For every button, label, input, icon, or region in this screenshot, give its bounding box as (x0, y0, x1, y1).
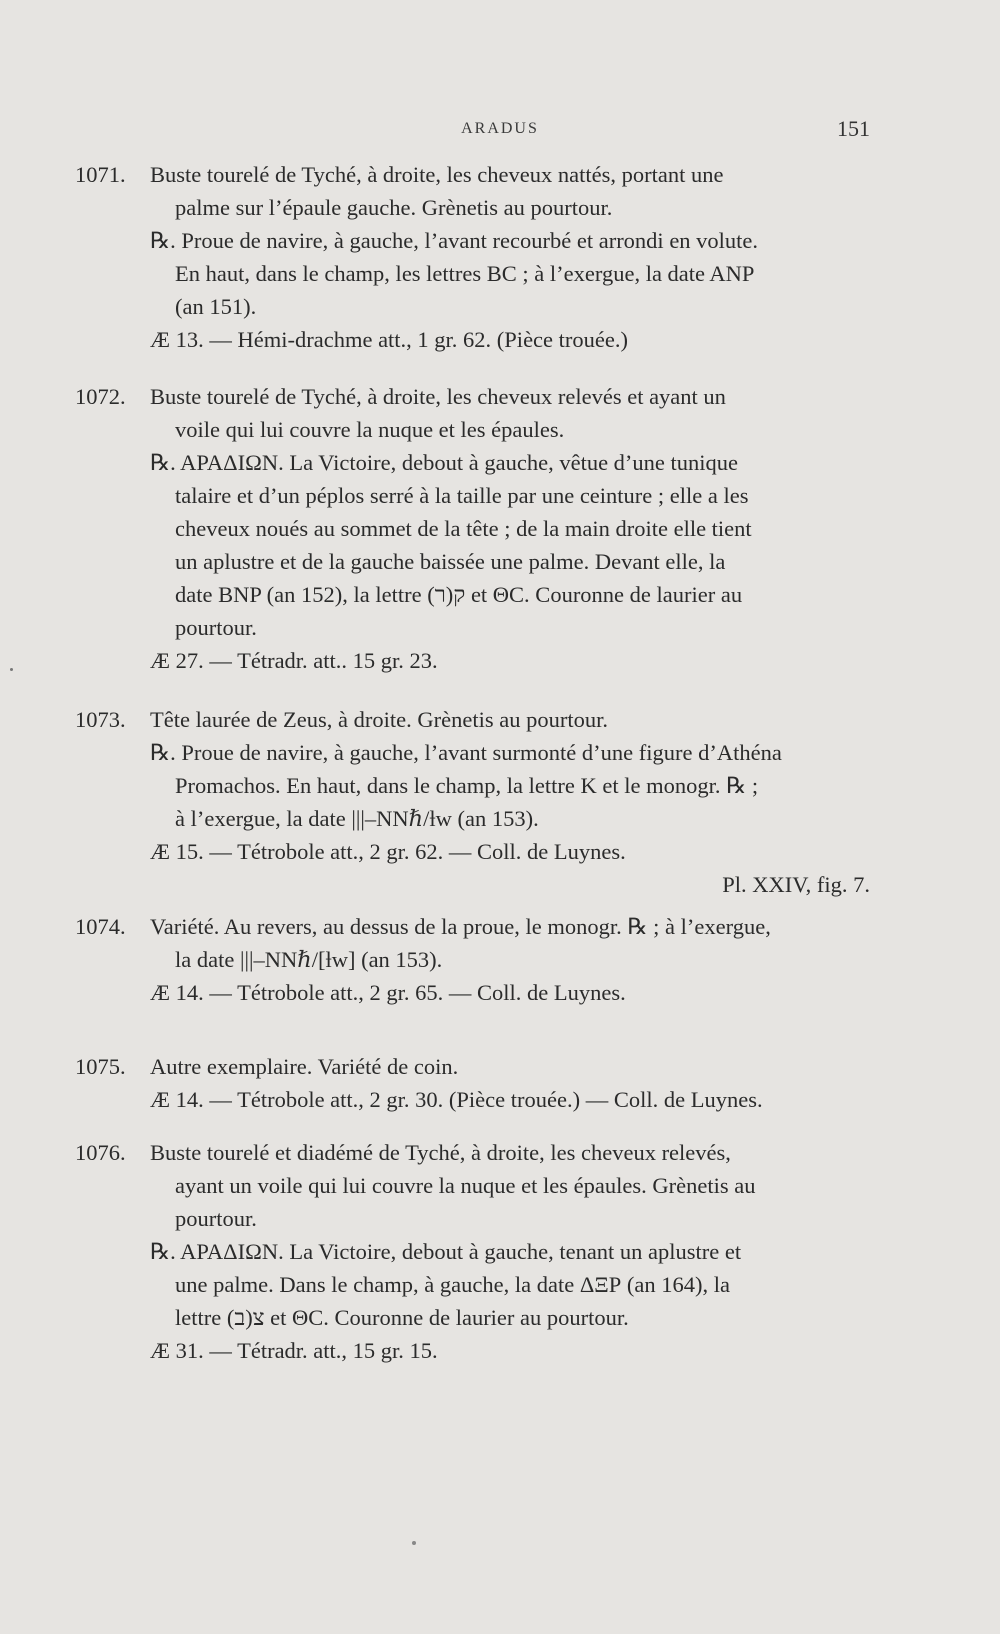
catalogue-entry (75, 1050, 870, 1116)
entry-line: Variété. Au revers, au dessus de la proue, le monogr. ℞ ; à l’exergue, (150, 914, 771, 939)
entry-line: Æ 14. — Tétrobole att., 2 gr. 30. (Pièce trouée.) — Coll. de Luynes. (150, 1087, 763, 1112)
entry-number: 1071. (75, 162, 126, 187)
entry-line: ℞. ΑΡΑΔΙΩΝ. La Victoire, debout à gauche, vêtue d’une tunique (150, 450, 739, 475)
entry-line: Æ 15. — Tétrobole att., 2 gr. 62. — Coll. de Luynes. (150, 839, 626, 864)
page-number: 151 (837, 116, 870, 141)
entry-line: ayant un voile qui lui couvre la nuque et les épaules. Grènetis au (175, 1173, 756, 1198)
running-head: ARADUS (461, 120, 539, 137)
entry-number: 1074. (75, 914, 126, 939)
entry-line: Promachos. En haut, dans le champ, la lettre K et le monogr. ℞ ; (175, 773, 759, 798)
entry-line: pourtour. (175, 615, 257, 640)
entry-line: la date |||–NNℏ/[ƚw] (an 153). (175, 947, 443, 972)
entry-line: Æ 27. — Tétradr. att.. 15 gr. 23. (150, 648, 438, 673)
entry-line: Buste tourelé de Tyché, à droite, les cheveux relevés et ayant un (150, 384, 726, 409)
entry-line: un aplustre et de la gauche baissée une palme. Devant elle, la (175, 549, 726, 574)
entry-line: cheveux noués au sommet de la tête ; de la main droite elle tient (175, 516, 752, 541)
entry-line: date BNP (an 152), la lettre ק(ר) et ΘC. Couronne de laurier au (175, 582, 743, 607)
catalogue-entry (75, 910, 870, 1009)
entry-line: Autre exemplaire. Variété de coin. (150, 1054, 459, 1079)
entry-line: Buste tourelé et diadémé de Tyché, à droite, les cheveux relevés, (150, 1140, 731, 1165)
entry-line: ℞. ΑΡΑΔΙΩΝ. La Victoire, debout à gauche, tenant un aplustre et (150, 1239, 742, 1264)
entry-line: ℞. Proue de navire, à gauche, l’avant recourbé et arrondi en volute. (150, 228, 759, 253)
entry-line: voile qui lui couvre la nuque et les épaules. (175, 417, 565, 442)
entry-line: pourtour. (175, 1206, 257, 1231)
entry-line: Æ 13. — Hémi-drachme att., 1 gr. 62. (Pièce trouée.) (150, 327, 628, 352)
catalogue-entry (75, 703, 870, 901)
paper-speck (412, 1541, 416, 1545)
entry-number: 1076. (75, 1140, 126, 1165)
catalogue-entry (75, 380, 870, 677)
entry-line: En haut, dans le champ, les lettres BC ; à l’exergue, la date ANP (175, 261, 755, 286)
entry-line: une palme. Dans le champ, à gauche, la date ΔΞΡ (an 164), la (175, 1272, 730, 1297)
entry-line: lettre צ(ב) et ΘC. Couronne de laurier au pourtour. (175, 1305, 629, 1330)
entry-number: 1073. (75, 707, 126, 732)
catalogue-entry (75, 1136, 870, 1367)
entry-line: ℞. Proue de navire, à gauche, l’avant surmonté d’une figure d’Athéna (150, 740, 782, 765)
entry-line: talaire et d’un péplos serré à la taille par une ceinture ; elle a les (175, 483, 749, 508)
plate-reference: Pl. XXIV, fig. 7. (722, 872, 870, 897)
entry-line: palme sur l’épaule gauche. Grènetis au pourtour. (175, 195, 613, 220)
paper-speck (10, 668, 13, 671)
entry-line: (an 151). (175, 294, 257, 319)
entry-line: Æ 14. — Tétrobole att., 2 gr. 65. — Coll. de Luynes. (150, 980, 626, 1005)
catalogue-entry (75, 158, 870, 356)
entry-line: à l’exergue, la date |||–NNℏ/ƚw (an 153). (175, 806, 539, 831)
entry-number: 1075. (75, 1054, 126, 1079)
entry-line: Æ 31. — Tétradr. att., 15 gr. 15. (150, 1338, 438, 1363)
entry-line: Tête laurée de Zeus, à droite. Grènetis au pourtour. (150, 707, 608, 732)
entry-line: Buste tourelé de Tyché, à droite, les cheveux nattés, portant une (150, 162, 724, 187)
entry-number: 1072. (75, 384, 126, 409)
